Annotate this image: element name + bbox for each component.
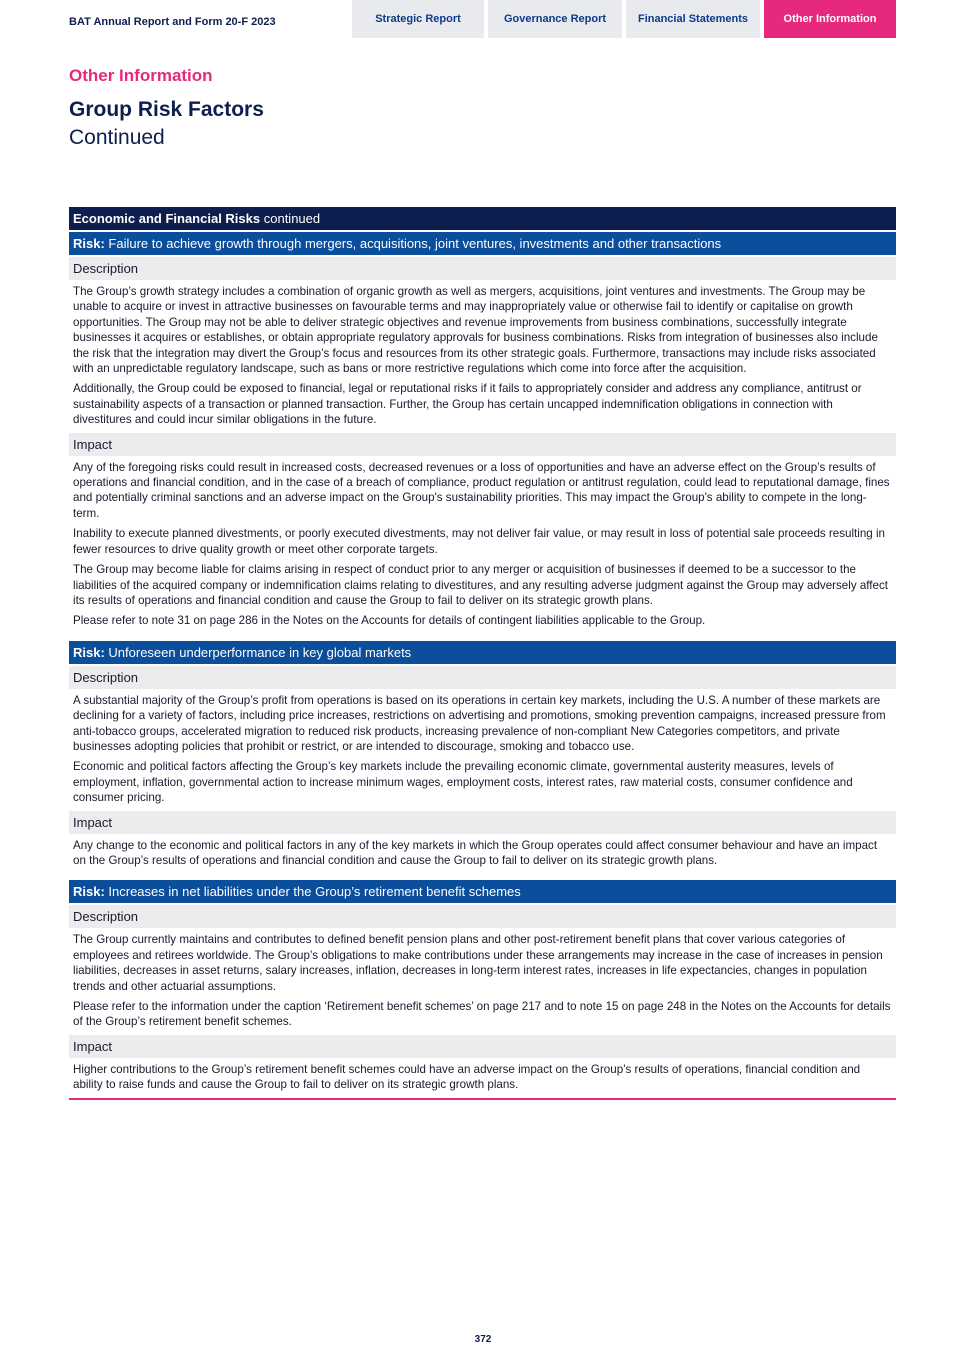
- tab-strategic-report[interactable]: Strategic Report: [352, 0, 484, 38]
- tab-other-information[interactable]: Other Information: [764, 0, 896, 38]
- risk-prefix: Risk:: [73, 884, 105, 900]
- description-paragraph: The Group currently maintains and contributes to defined benefit pension plans and other post-retirement benefit plans that cover various categories of employees and retirees worldwide. The Group’s obligations to make contributions under these arrangements may increase in the case of increases in pension liabilities, decreases in asset returns, salary increases, inflation, decreases in long-term interest rates, increases in life expectancies, changes in population trends and other actuarial assumptions.: [73, 933, 883, 993]
- table-end-rule: [69, 1098, 896, 1100]
- description-paragraph: Please refer to the information under the caption ‘Retirement benefit schemes’ on page 217 and to note 15 on page 248 in the Notes on the Accounts for details of the Group’s retirement benefit schemes.: [73, 1000, 891, 1029]
- description-heading: Description: [69, 257, 896, 280]
- description-heading: Description: [69, 666, 896, 689]
- page-title: Group Risk Factors: [69, 98, 264, 121]
- page-number: 372: [474, 1334, 492, 1345]
- impact-paragraph: Any of the foregoing risks could result in increased costs, decreased revenues or a loss of opportunities and have an adverse effect on the Group’s results of operations and financial condition, and in the case of a breach of compliance, product regulation or antitrust regulation, could lead to reputational damage, fines and potentially criminal sanctions and an adverse impact on the Group's sustainability priorities. This may impact the Group's ability to compete in the long-term.: [73, 460, 890, 520]
- risk-title-bar: [69, 641, 896, 664]
- risk-table: [69, 207, 896, 1100]
- risk-prefix: Risk:: [73, 236, 105, 251]
- description-paragraph: A substantial majority of the Group’s profit from operations is based on its operations in certain key markets, including the U.S. A number of these markets are declining for a variety of factors, including price increases, restrictions on advertising and promotions, smoking prevention campaigns, increased pressure from anti-tobacco groups, accelerated migration to reduced risk products, increasing prevalence of non-compliant New Categories competitors, and private businesses adopting policies that prohibit or restrict, or are intended to discourage, smoking and tobacco use.: [73, 693, 886, 753]
- section-label: Other Information: [69, 66, 213, 85]
- impact-paragraph: Any change to the economic and political factors in any of the key markets in which the Group operates could affect consumer behaviour and have an impact on the Group’s results of operations and financial condition and cause the Group to fail to deliver on its strategic growth plans.: [73, 838, 878, 867]
- description-paragraph: Economic and political factors affecting the Group’s key markets include the prevailing economic climate, governmental austerity measures, levels of employment, inflation, governmental action to increase minimum wages, employment costs, interest rates, raw material costs, consumer confidence and consumer pricing.: [73, 760, 853, 805]
- impact-paragraph: Inability to execute planned divestments, or poorly executed divestments, may not deliver fair value, or may result in loss of potential sale proceeds resulting in fewer resources to drive quality growth or meet other corporate targets.: [73, 527, 885, 556]
- report-title: BAT Annual Report and Form 20-F 2023: [69, 16, 276, 28]
- impact-heading: Impact: [69, 811, 896, 834]
- description-paragraph: The Group’s growth strategy includes a combination of organic growth as well as mergers, acquisitions, joint ventures and investments. The Group may be unable to acquire or invest in attractive businesses on favourable terms and may inappropriately value or otherwise fail to identify or capitalise on growth opportunities. The Group may not be able to deliver strategic objectives and revenue improvements from business combinations, successfully integrate businesses it acquires or establishes, or obtain appropriate regulatory approvals for business combinations. Risks from integration of businesses also include the risk that the integration may divert the Group’s focus and resources from its other strategic goals. Furthermore, transactions may include risks associated with an unpredictable regulatory landscape, such as bans or more restrictive regulations which come into force after the acquisition.: [73, 285, 878, 376]
- impact-heading: Impact: [69, 433, 896, 456]
- table-header-bold: Economic and Financial Risks: [73, 211, 261, 226]
- risk-title-bar: [69, 232, 896, 255]
- table-header: [69, 207, 896, 230]
- description-paragraph: Additionally, the Group could be exposed to financial, legal or reputational risks if it fails to appropriately consider and address any compliance, antitrust or sustainability aspects of a transaction or planned transaction. Further, the Group has certain uncapped indemnification obligations in connection with divestitures and could incur similar obligations in the future.: [73, 382, 862, 427]
- tab-financial-statements[interactable]: Financial Statements: [626, 0, 760, 38]
- risk-prefix: Risk:: [73, 644, 105, 660]
- risk-title: Increases in net liabilities under the Group’s retirement benefit schemes: [104, 884, 521, 900]
- top-navigation: [0, 0, 966, 38]
- tab-governance-report[interactable]: Governance Report: [488, 0, 622, 38]
- description-heading: Description: [69, 905, 896, 928]
- impact-paragraph: The Group may become liable for claims arising in respect of conduct prior to any merger or acquisition of businesses if deemed to be a successor to the liabilities of the acquired company or indemnification claims relating to divestitures, and any resulting adverse judgment against the Group may adversely affect its results of operations and financial condition and cause the Group to fail to deliver on its strategic growth plans.: [73, 563, 888, 607]
- impact-paragraph: Higher contributions to the Group’s retirement benefit schemes could have an adverse impact on the Group’s results of operations, financial condition and ability to raise funds and cause the Group to fail to deliver on its strategic growth plans.: [73, 1062, 861, 1092]
- risk-title: Unforeseen underperformance in key global markets: [104, 644, 412, 660]
- impact-paragraph: Please refer to note 31 on page 286 in the Notes on the Accounts for details of contingent liabilities applicable to the Group.: [73, 614, 706, 628]
- impact-heading: Impact: [69, 1035, 896, 1058]
- page-subtitle: Continued: [69, 126, 165, 149]
- table-header-rest: continued: [260, 211, 321, 226]
- risk-title-bar: [69, 880, 896, 903]
- risk-title: Failure to achieve growth through mergers, acquisitions, joint ventures, investments and other transactions: [104, 236, 722, 251]
